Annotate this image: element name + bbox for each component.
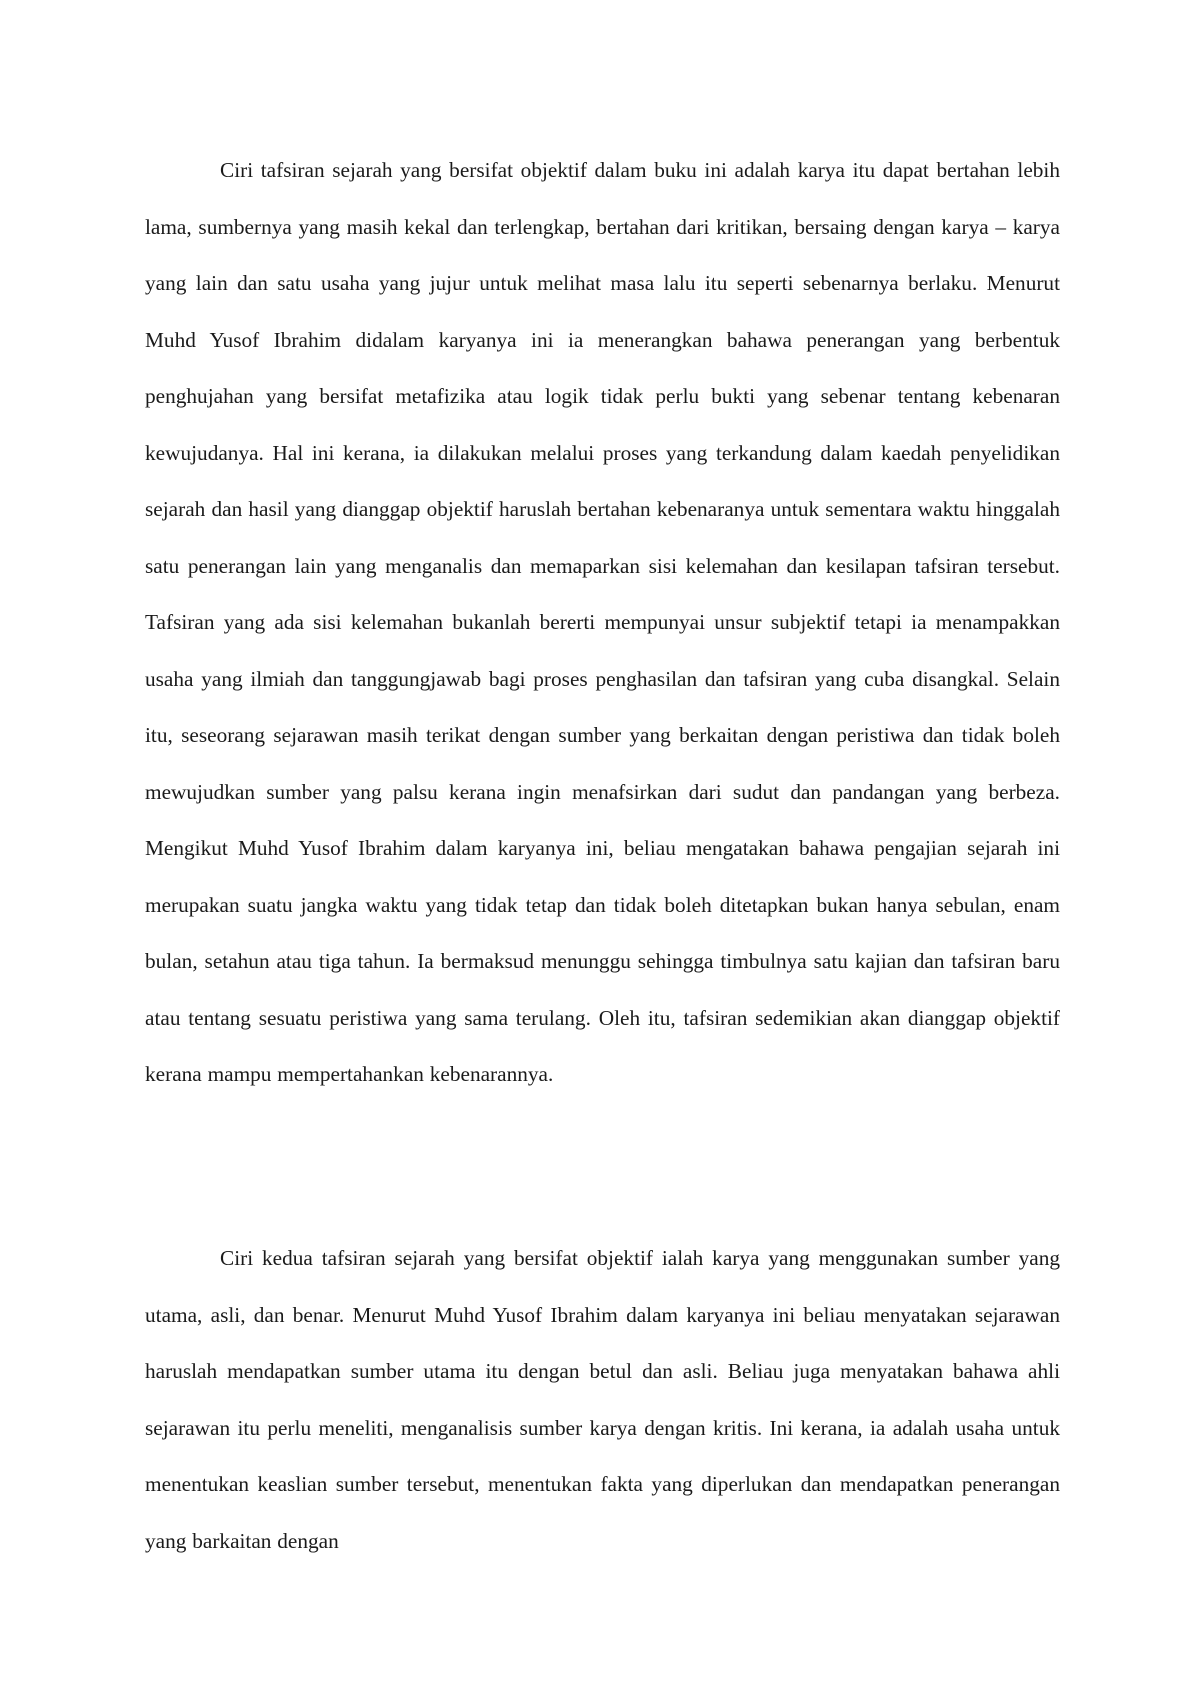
body-text-block-2 (145, 1230, 1060, 1569)
body-text-block-1 (145, 142, 1060, 1103)
paragraph-2: Ciri kedua tafsiran sejarah yang bersifat objektif ialah karya yang menggunakan sumber yang utama, asli, dan benar. Menurut Muhd Yusof Ibrahim dalam karyanya ini beliau menyatakan sejarawan haruslah mendapatkan sumber utama itu dengan betul dan asli. Beliau juga menyatakan bahawa ahli sejarawan itu perlu meneliti, menganalisis sumber karya dengan kritis. Ini kerana, ia adalah usaha untuk menentukan keaslian sumber tersebut, menentukan fakta yang diperlukan dan mendapatkan penerangan yang barkaitan dengan (145, 1246, 1060, 1553)
paragraph-1: Ciri tafsiran sejarah yang bersifat objektif dalam buku ini adalah karya itu dapat bertahan lebih lama, sumbernya yang masih kekal dan terlengkap, bertahan dari kritikan, bersaing dengan karya – karya yang lain dan satu usaha yang jujur untuk melihat masa lalu itu seperti sebenarnya berlaku. Menurut Muhd Yusof Ibrahim didalam karyanya ini ia menerangkan bahawa penerangan yang berbentuk penghujahan yang bersifat metafizika atau logik tidak perlu bukti yang sebenar tentang kebenaran kewujudanya. Hal ini kerana, ia dilakukan melalui proses yang terkandung dalam kaedah penyelidikan sejarah dan hasil yang dianggap objektif haruslah bertahan kebenaranya untuk sementara waktu hinggalah satu penerangan lain yang menganalis dan memaparkan sisi kelemahan dan kesilapan tafsiran tersebut. Tafsiran yang ada sisi kelemahan bukanlah bererti mempunyai unsur subjektif tetapi ia menampakkan usaha yang ilmiah dan tanggungjawab bagi proses penghasilan dan tafsiran yang cuba disangkal. Selain itu, seseorang sejarawan masih terikat dengan sumber yang berkaitan dengan peristiwa dan tidak boleh mewujudkan sumber yang palsu kerana ingin menafsirkan dari sudut dan pandangan yang berbeza. Mengikut Muhd Yusof Ibrahim dalam karyanya ini, beliau mengatakan bahawa pengajian sejarah ini merupakan suatu jangka waktu yang tidak tetap dan tidak boleh ditetapkan bukan hanya sebulan, enam bulan, setahun atau tiga tahun. Ia bermaksud menunggu sehingga timbulnya satu kajian dan tafsiran baru atau tentang sesuatu peristiwa yang sama terulang. Oleh itu, tafsiran sedemikian akan dianggap objektif kerana mampu mempertahankan kebenarannya. (145, 158, 1060, 1086)
